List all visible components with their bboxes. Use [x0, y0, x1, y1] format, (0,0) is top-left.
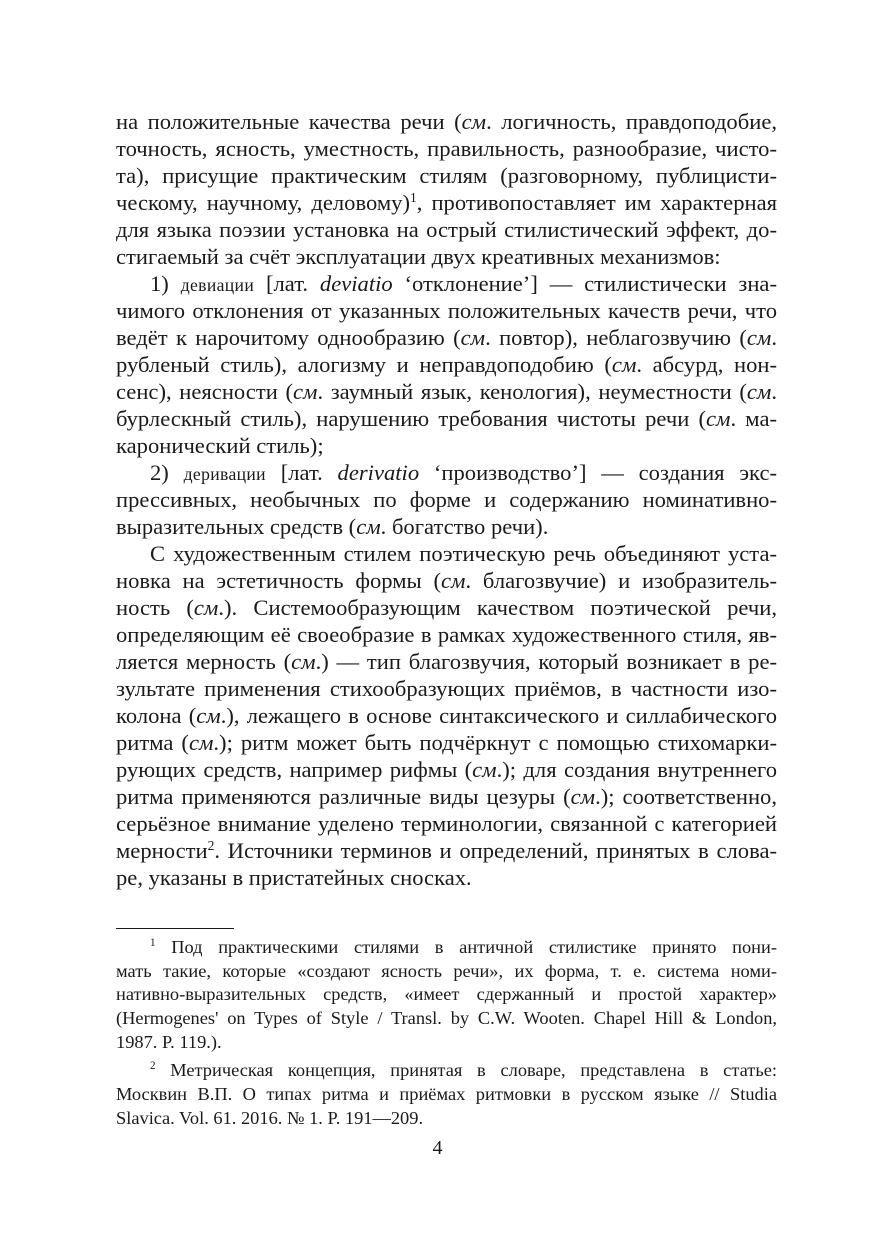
text-line: новка на эстетичность формы (см. благозвучие) и изобразитель-: [116, 568, 777, 593]
footnote-number: 2: [150, 1060, 156, 1073]
footnote-2: [116, 1059, 777, 1130]
text-line: ляется мерность (см.) — тип благозвучия, который возникает в ре-: [116, 649, 777, 674]
text-line: ность (см.). Системообразующим качеством поэтической речи,: [116, 595, 777, 620]
text-line: мерности$^2$. Источники терминов и определений, принятых в слова-: [116, 838, 777, 863]
footnote-ref-2: 2: [207, 838, 215, 854]
footnote-number: 1: [150, 936, 156, 949]
paragraph-3: [116, 459, 777, 540]
text-line: та), присущие практическим стилям (разговорному, публицисти-: [116, 163, 777, 188]
text-line: точность, ясность, уместность, правильность, разнообразие, чисто-: [116, 136, 777, 161]
text-line: прессивных, необычных по форме и содержанию номинативно-: [116, 487, 777, 512]
page-number: 4: [432, 1137, 443, 1159]
footnote-line: 1987. P. 119.).: [116, 1031, 222, 1052]
text-line: серьёзное внимание уделено терминологии, связанной с категорией: [116, 811, 777, 836]
text-line: стигаемый за счёт эксплуатации двух креативных механизмов:: [116, 244, 721, 269]
paragraph-4: [116, 540, 777, 891]
text-line: зультате применения стихообразующих приёмов, в частности изо-: [116, 676, 777, 701]
footnote-line: (Hermogenes' on Types of Style / Transl. by C.W. Wooten. Chapel Hill & London,: [116, 1008, 777, 1029]
text-line: 1) девиации [лат. deviatio ‘отклонение’] — стилистически зна-: [150, 271, 777, 296]
footnote-ref-1: 1: [409, 190, 417, 206]
paragraph-2: [116, 270, 777, 459]
footnote-line: Slavica. Vol. 61. 2016. № 1. P. 191—209.: [116, 1107, 424, 1128]
text-line: бурлескный стиль), нарушению требования чистоты речи (см. ма-: [116, 406, 777, 431]
text-line: на положительные качества речи (см. логичность, правдоподобие,: [116, 109, 777, 134]
footnote-line: $^1$ Под практическими стилями в античной стилистике принято пони-: [150, 936, 777, 957]
footnote-line: нативно-выразительных средств, «имеет сдержанный и простой характер»: [116, 984, 777, 1005]
footnote-line: Москвин В.П. О типах ритма и приёмах ритмовки в русском языке // Studia: [116, 1084, 777, 1105]
term-derivation: деривации: [183, 464, 266, 484]
text-line: выразительных средств (см. богатство речи).: [116, 514, 549, 539]
footnote-1: [116, 936, 777, 1054]
term-deviation: девиации: [180, 275, 255, 295]
text-line: определяющим её своеобразие в рамках художественного стиля, яв-: [116, 622, 777, 647]
text-line: С художественным стилем поэтическую речь объединяют уста-: [150, 541, 777, 566]
main-text: [116, 108, 777, 891]
text-line: рующих средств, например рифмы (см.); для создания внутреннего: [116, 757, 777, 782]
footnote-line: $^2$ Метрическая концепция, принятая в словаре, представлена в статье:: [150, 1060, 777, 1081]
text-line: ритма (см.); ритм может быть подчёркнут с помощью стихомарки-: [116, 730, 777, 755]
footnote-line: мать такие, которые «создают ясность речи», их форма, т. е. система номи-: [116, 960, 777, 981]
text-line: каронический стиль);: [116, 433, 324, 458]
text-line: рубленый стиль), алогизму и неправдоподобию (см. абсурд, нон-: [116, 352, 777, 377]
text-line: чимого отклонения от указанных положительных качеств речи, что: [116, 298, 777, 323]
paragraph-1: [116, 108, 777, 270]
text-line: 2) деривации [лат. derivatio ‘производство’] — создания экс-: [150, 460, 777, 485]
text-line: сенс), неясности (см. заумный язык, кенология), неуместности (см.: [116, 379, 777, 404]
footnote-rule: [116, 928, 234, 929]
text-line: колона (см.), лежащего в основе синтаксического и силлабического: [116, 703, 777, 728]
footnotes: [116, 936, 777, 1131]
text-line: ческому, научному, деловому)$^1$, противопоставляет им характерная: [116, 190, 777, 215]
text-line: ре, указаны в пристатейных сносках.: [116, 865, 472, 890]
text-line: для языка поэзии установка на острый стилистический эффект, до-: [116, 217, 777, 242]
text-line: ведёт к нарочитому однообразию (см. повтор), неблагозвучию (см.: [116, 325, 777, 350]
text-line: ритма применяются различные виды цезуры (см.); соответственно,: [116, 784, 777, 809]
